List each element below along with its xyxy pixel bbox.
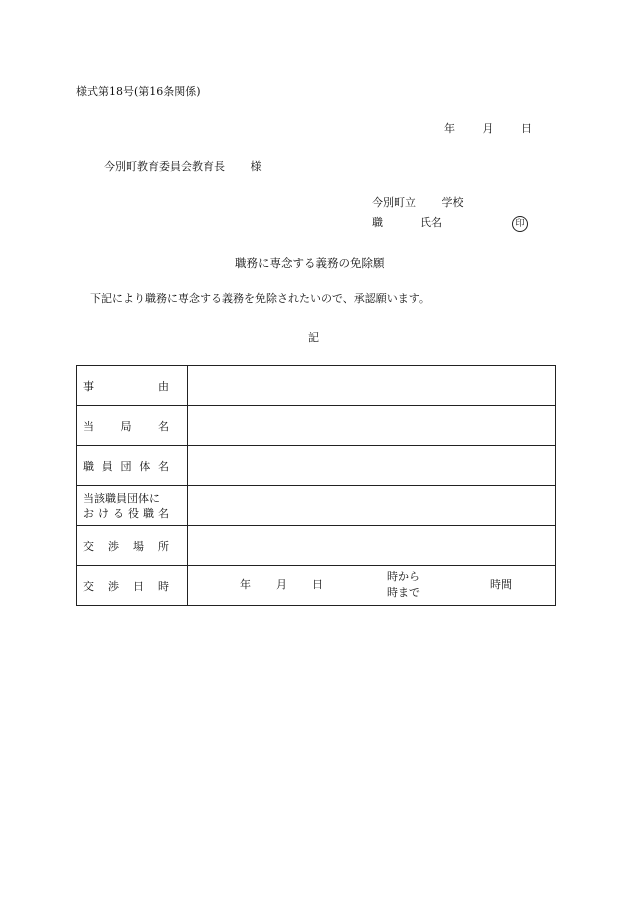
- position-label: 職: [372, 216, 383, 229]
- datetime-from: 時から: [387, 570, 420, 583]
- submission-date: [444, 122, 532, 136]
- label-authority: 当 局 名: [77, 406, 188, 446]
- applicant-school: [372, 196, 464, 210]
- field-negotiation-datetime[interactable]: [188, 566, 556, 606]
- table-row-union-position: [77, 486, 556, 526]
- date-day-label: 日: [521, 122, 532, 135]
- label-union-position: 当該職員団体に お け る 役 職 名: [77, 486, 188, 526]
- document-title: 職務に専念する義務の免除願: [235, 256, 385, 270]
- table-row-reason: [77, 366, 556, 406]
- datetime-until: 時まで: [387, 586, 420, 599]
- name-label: 氏名: [420, 216, 442, 229]
- date-month-label: 月: [482, 122, 494, 135]
- addressee: [104, 160, 262, 174]
- datetime-year: 年: [240, 578, 251, 591]
- field-negotiation-place[interactable]: [188, 526, 556, 566]
- table-row-negotiation-datetime: [77, 566, 556, 606]
- ki-heading: 記: [308, 331, 319, 344]
- table-row-staff-union: [77, 446, 556, 486]
- table-row-authority: [77, 406, 556, 446]
- datetime-month: 月: [276, 578, 287, 591]
- school-prefix: 今別町立: [372, 196, 416, 209]
- table-row-negotiation-place: [77, 526, 556, 566]
- form-number: 様式第18号(第16条関係): [76, 85, 201, 98]
- label-negotiation-datetime: 交 渉 日 時: [77, 566, 188, 606]
- seal-mark: 印: [512, 216, 528, 232]
- date-year-label: 年: [444, 122, 455, 135]
- addressee-name: 今別町教育委員会教育長: [104, 160, 225, 173]
- datetime-hours: 時間: [490, 578, 512, 591]
- field-union-position[interactable]: [188, 486, 556, 526]
- label-reason: 事 由: [77, 366, 188, 406]
- datetime-day: 日: [312, 578, 323, 591]
- field-authority[interactable]: [188, 406, 556, 446]
- field-staff-union[interactable]: [188, 446, 556, 486]
- school-suffix: 学校: [441, 196, 464, 209]
- addressee-honorific: 様: [250, 160, 262, 173]
- label-staff-union: 職 員 団 体 名: [77, 446, 188, 486]
- applicant-name-line: [372, 216, 532, 230]
- details-table: [76, 365, 556, 606]
- body-text: 下記により職務に専念する義務を免除されたいので、承認願います。: [90, 292, 430, 305]
- field-reason[interactable]: [188, 366, 556, 406]
- label-negotiation-place: 交 渉 場 所: [77, 526, 188, 566]
